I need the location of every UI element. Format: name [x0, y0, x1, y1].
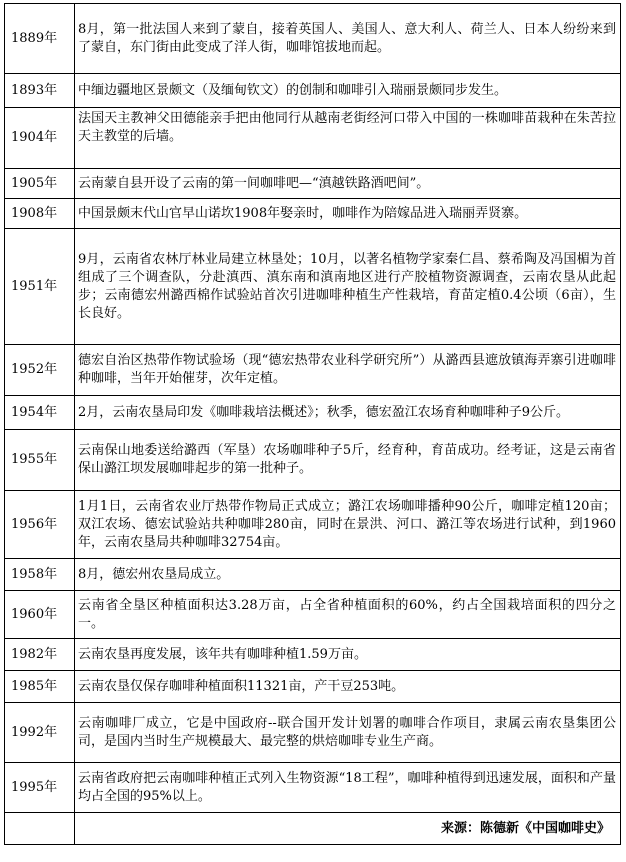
event-cell: 德宏自治区热带作物试验场（现“德宏热带农业科学研究所”）从潞西县遮放镇海弄寨引进咖啡种咖啡，当年开始催芽，次年定植。	[75, 345, 621, 396]
empty-cell	[5, 813, 75, 845]
year-cell: 1951年	[5, 229, 75, 345]
table-row	[5, 559, 621, 591]
coffee-history-table-container	[4, 3, 621, 845]
event-cell: 中国景颇末代山官早山诺坎1908年娶亲时，咖啡作为陪嫁品进入瑞丽弄贤寨。	[75, 199, 621, 229]
year-cell: 1985年	[5, 671, 75, 703]
table-row	[5, 108, 621, 169]
event-cell: 法国天主教神父田德能亲手把由他同行从越南老街经河口带入中国的一株咖啡苗栽种在朱苦拉天主教堂的后墙。	[75, 108, 621, 169]
table-row	[5, 396, 621, 430]
table-row	[5, 229, 621, 345]
table-row	[5, 430, 621, 491]
source-citation: 来源：陈德新《中国咖啡史》	[75, 813, 621, 845]
table-row	[5, 74, 621, 108]
year-cell: 1952年	[5, 345, 75, 396]
table-row	[5, 4, 621, 74]
coffee-history-table	[4, 3, 621, 845]
table-row	[5, 169, 621, 199]
event-cell: 云南保山地委送给潞西（军垦）农场咖啡种子5斤，经育种，育苗成功。经考证，这是云南省保山潞江坝发展咖啡起步的第一批种子。	[75, 430, 621, 491]
event-cell: 中缅边疆地区景颇文（及缅甸钦文）的创制和咖啡引入瑞丽景颇同步发生。	[75, 74, 621, 108]
event-cell: 8月，德宏州农垦局成立。	[75, 559, 621, 591]
table-row	[5, 345, 621, 396]
event-cell: 云南咖啡厂成立，它是中国政府--联合国开发计划署的咖啡合作项目，隶属云南农垦集团公司，是国内当时生产规模最大、最完整的烘焙咖啡专业生产商。	[75, 703, 621, 763]
table-row	[5, 703, 621, 763]
event-cell: 云南省全垦区种植面积达3.28万亩，占全省种植面积的60%，约占全国栽培面积的四分之一。	[75, 591, 621, 639]
year-cell: 1893年	[5, 74, 75, 108]
table-row	[5, 639, 621, 671]
event-cell: 云南省政府把云南咖啡种植正式列入生物资源“18工程”，咖啡种植得到迅速发展，面积和产量均占全国的95%以上。	[75, 763, 621, 813]
table-row	[5, 591, 621, 639]
table-row	[5, 671, 621, 703]
source-row	[5, 813, 621, 845]
event-cell: 云南蒙自县开设了云南的第一间咖啡吧—“滇越铁路酒吧间”。	[75, 169, 621, 199]
table-row	[5, 763, 621, 813]
event-cell: 云南农垦再度发展，该年共有咖啡种植1.59万亩。	[75, 639, 621, 671]
year-cell: 1955年	[5, 430, 75, 491]
event-cell: 9月，云南省农林厅林业局建立林垦处；10月，以著名植物学家秦仁昌、蔡希陶及冯国楣为首组成了三个调查队，分赴滇西、滇东南和滇南地区进行产胶植物资源调查，云南农垦从此起步；云南德宏州潞西棉作试验站首次引进咖啡种植生产性栽培，育苗定植0.4公顷（6亩），生长良好。	[75, 229, 621, 345]
event-cell: 1月1日，云南省农业厅热带作物局正式成立；潞江农场咖啡播种90公斤，咖啡定植120亩；双江农场、德宏试验站共种咖啡280亩，同时在景洪、河口、潞江等农场进行试种，到1960年，云南农垦局共种咖啡32754亩。	[75, 491, 621, 559]
year-cell: 1908年	[5, 199, 75, 229]
year-cell: 1992年	[5, 703, 75, 763]
event-cell: 8月，第一批法国人来到了蒙自，接着英国人、美国人、意大利人、荷兰人、日本人纷纷来到了蒙自，东门街由此变成了洋人街，咖啡馆拔地而起。	[75, 4, 621, 74]
year-cell: 1956年	[5, 491, 75, 559]
year-cell: 1905年	[5, 169, 75, 199]
table-row	[5, 491, 621, 559]
event-cell: 2月，云南农垦局印发《咖啡栽培法概述》；秋季，德宏盈江农场育种咖啡种子9公斤。	[75, 396, 621, 430]
event-cell: 云南农垦仅保存咖啡种植面积11321亩，产干豆253吨。	[75, 671, 621, 703]
table-row	[5, 199, 621, 229]
year-cell: 1995年	[5, 763, 75, 813]
year-cell: 1954年	[5, 396, 75, 430]
year-cell: 1904年	[5, 108, 75, 169]
year-cell: 1982年	[5, 639, 75, 671]
year-cell: 1960年	[5, 591, 75, 639]
year-cell: 1958年	[5, 559, 75, 591]
year-cell: 1889年	[5, 4, 75, 74]
